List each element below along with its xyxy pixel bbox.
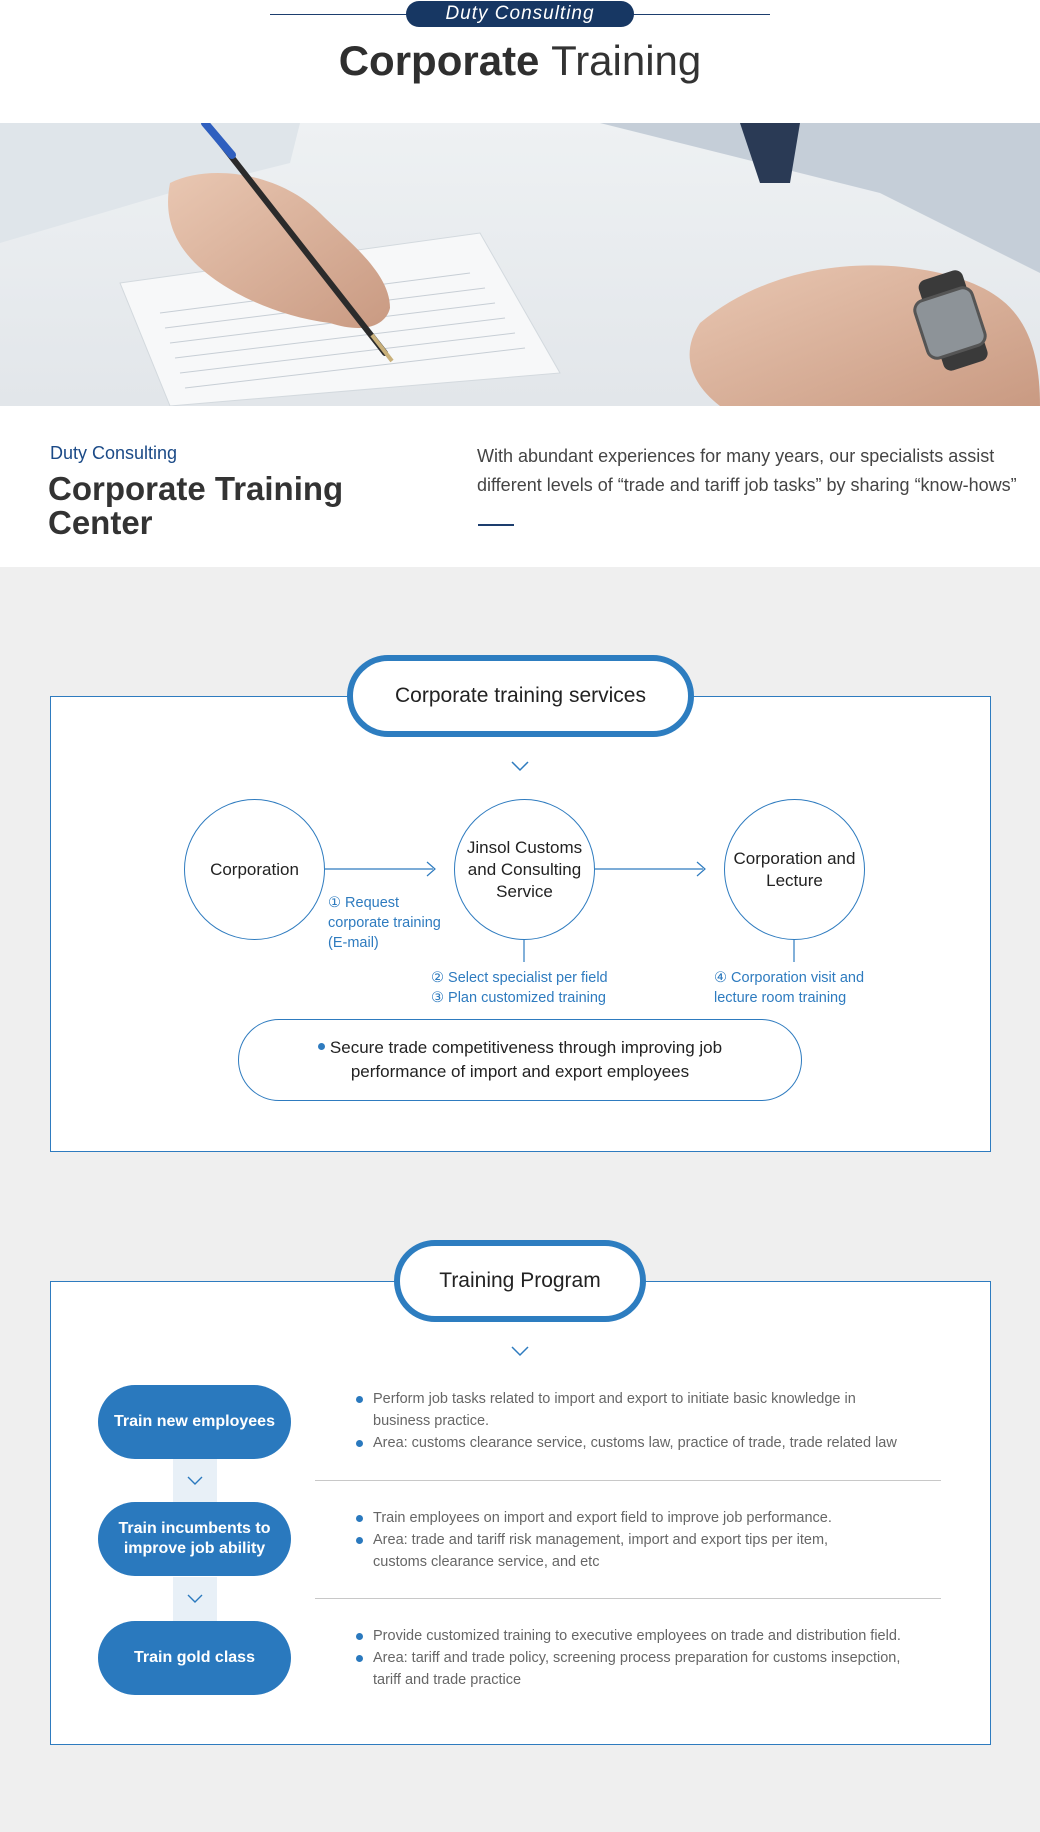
bullet-icon [318, 1043, 325, 1050]
program-point: Train employees on import and export field to improve job performance. [356, 1507, 846, 1529]
program-details-1 [356, 1388, 897, 1454]
services-goal [238, 1019, 802, 1101]
program-item-gold-class [98, 1621, 291, 1695]
chevron-down-icon [173, 1577, 217, 1621]
program-point: Provide customized training to executive employees on trade and distribution field. [356, 1625, 916, 1647]
node-corporation: Corporation [184, 799, 325, 940]
program-point: Area: trade and tariff risk management, import and export tips per item, customs clearance service, and etc [356, 1529, 846, 1573]
program-point: Perform job tasks related to import and export to initiate basic knowledge in business practice. [356, 1388, 876, 1432]
program-connector [173, 1459, 217, 1503]
program-divider [315, 1480, 941, 1481]
program-point: Area: customs clearance service, customs law, practice of trade, trade related law [356, 1432, 956, 1454]
node-corporation-lecture: Corporation and Lecture [724, 799, 865, 940]
program-details-2 [356, 1507, 846, 1573]
chevron-down-icon [510, 1345, 530, 1359]
intro-heading: Corporate Training Center [48, 470, 344, 541]
program-item-label: Train gold class [134, 1649, 255, 1666]
program-details-3 [356, 1625, 916, 1691]
page-title-light: Training [551, 37, 702, 84]
step-request: ① Request corporate training (E-mail) [328, 895, 441, 951]
page-title-bold: Corporate [338, 37, 540, 84]
intro-kicker: Duty Consulting [50, 443, 178, 463]
step-select-plan: ② Select specialist per field ③ Plan customized training [431, 970, 608, 1006]
node-jinsol: Jinsol Customs and Consulting Service [454, 799, 595, 940]
program-point: Area: tariff and trade policy, screening process preparation for customs insepction, tariff and trade practice [356, 1647, 916, 1691]
chevron-down-icon [173, 1459, 217, 1503]
intro-description: With abundant experiences for many years, our specialists assist different levels of “trade and tariff job tasks” by sharing “know-hows” [477, 446, 1017, 495]
services-title: Corporate training services [347, 655, 694, 737]
program-item-label: Train new employees [114, 1413, 275, 1430]
services-goal-text: Secure trade competitiveness through improving job performance of import and export employees [329, 1038, 723, 1081]
program-item-label: Train incumbents to improve job ability [118, 1520, 271, 1557]
step-visit: ④ Corporation visit and lecture room training [714, 970, 865, 1006]
program-divider [315, 1598, 941, 1599]
program-item-new-employees [98, 1385, 291, 1459]
program-title: Training Program [394, 1240, 646, 1322]
program-item-incumbents [98, 1502, 291, 1576]
header-badge: Duty Consulting [406, 1, 634, 27]
program-connector [173, 1577, 217, 1621]
